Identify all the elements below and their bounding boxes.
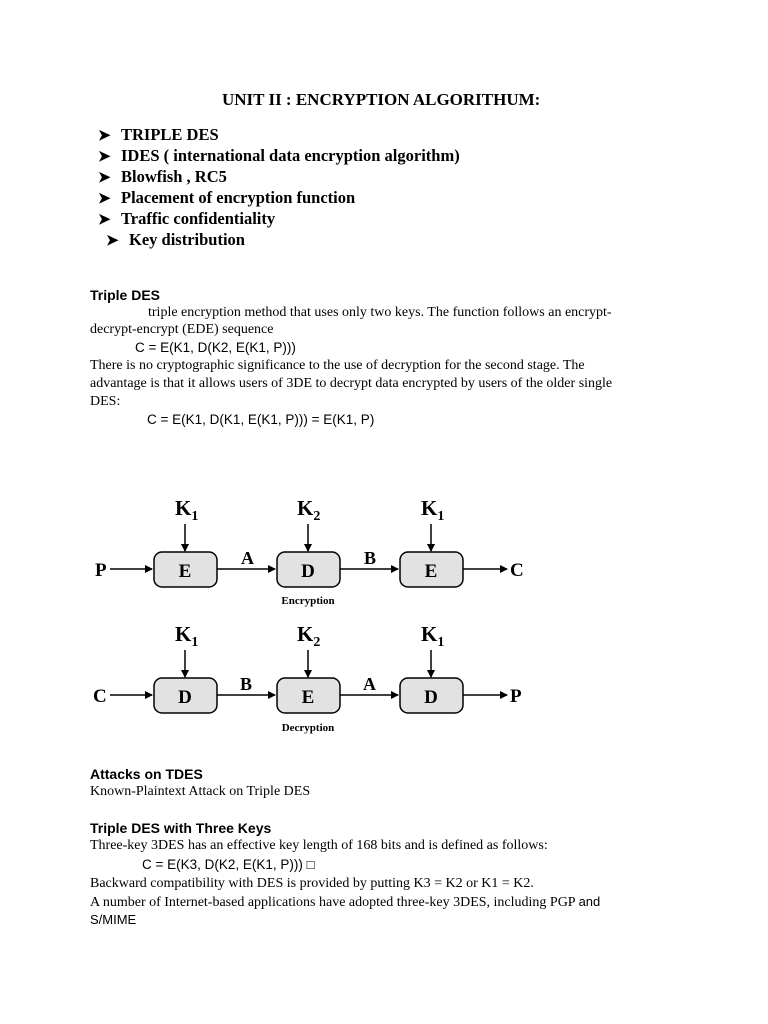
input-label: P [95, 560, 107, 581]
encryption-row [95, 496, 524, 607]
topic-item: ➤ Placement of encryption function [98, 187, 460, 208]
page-title: UNIT II : ENCRYPTION ALGORITHUM: [222, 90, 541, 109]
paragraph-line: advantage is that it allows users of 3DE to decrypt data encrypted by users of the older single [90, 376, 613, 391]
paragraph-line: DES: [90, 394, 121, 409]
arrow-bullet-icon: ➤ [98, 212, 111, 228]
formula: C = E(K3, D(K2, E(K1, P))) □ [142, 857, 315, 872]
arrow-bullet-icon: ➤ [98, 170, 111, 186]
key-label: $K_1$ [175, 622, 199, 650]
paragraph-line: Backward compatibility with DES is provided by putting K3 = K2 or K1 = K2. [90, 876, 534, 891]
paragraph-line: decrypt-encrypt (EDE) sequence [90, 322, 274, 337]
diagram-caption: Decryption [281, 722, 335, 734]
paragraph-line: S/MIME [90, 912, 137, 927]
arrow-bullet-icon: ➤ [98, 191, 111, 207]
arrow-bullet-icon: ➤ [98, 149, 111, 165]
box-label: D [178, 687, 192, 708]
key-label: $K_1$ [175, 496, 199, 524]
paragraph-line: There is no cryptographic significance to the use of decryption for the second stage. The [90, 358, 585, 373]
intermediate-label: A [241, 548, 254, 568]
input-label: C [93, 686, 107, 707]
box-label: E [424, 561, 438, 582]
paragraph-line: Known-Plaintext Attack on Triple DES [90, 784, 311, 799]
topic-item: ➤ Traffic confidentiality [98, 208, 460, 229]
paragraph-line: triple encryption method that uses only two keys. The function follows an encrypt- [148, 305, 612, 320]
output-label: P [510, 686, 522, 707]
topic-list [98, 124, 460, 250]
section-heading-three-keys: Triple DES with Three Keys [90, 820, 272, 836]
key-label: $K_1$ [421, 496, 445, 524]
arrow-bullet-icon: ➤ [106, 233, 119, 249]
box-label: E [178, 561, 192, 582]
paragraph-line: A number of Internet-based applications have adopted three-key 3DES, including PGP and [90, 894, 601, 910]
box-label: D [301, 561, 315, 582]
intermediate-label: B [364, 548, 377, 568]
diagram-caption: Encryption [281, 595, 335, 607]
arrow-bullet-icon: ➤ [98, 128, 111, 144]
box-label: E [301, 687, 315, 708]
section-heading-attacks: Attacks on TDES [90, 766, 203, 782]
box-label: D [424, 687, 438, 708]
topic-item: ➤ IDES ( international data encryption algorithm) [98, 145, 460, 166]
intermediate-label: A [363, 674, 376, 694]
decryption-row [93, 622, 522, 734]
triple-des-diagram [0, 480, 768, 740]
topic-item: ➤ Blowfish , RC5 [98, 166, 460, 187]
formula: C = E(K1, D(K1, E(K1, P))) = E(K1, P) [147, 412, 375, 427]
output-label: C [510, 560, 524, 581]
key-label: $K_2$ [297, 496, 321, 524]
key-label: $K_1$ [421, 622, 445, 650]
topic-item: ➤ TRIPLE DES [98, 124, 460, 145]
key-label: $K_2$ [297, 622, 321, 650]
paragraph-line: Three-key 3DES has an effective key length of 168 bits and is defined as follows: [90, 838, 548, 853]
topic-item: ➤ Key distribution [106, 229, 460, 250]
intermediate-label: B [240, 674, 253, 694]
section-heading-triple-des: Triple DES [90, 287, 161, 303]
formula: C = E(K1, D(K2, E(K1, P))) [135, 340, 296, 355]
